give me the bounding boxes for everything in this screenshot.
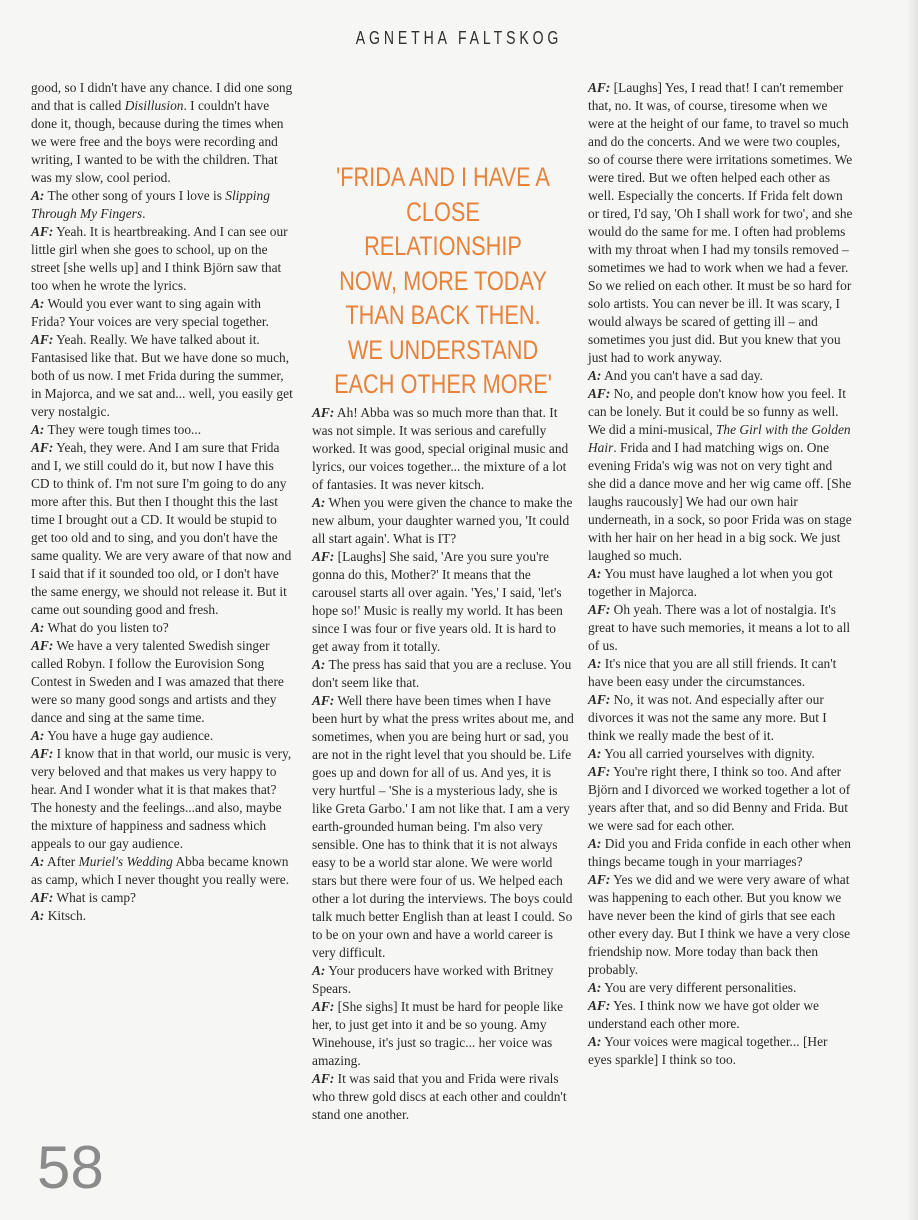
speaker-label: A: <box>31 908 45 923</box>
speaker-label: AF: <box>312 1071 335 1086</box>
paragraph-text: When you were given the chance to make the new album, your daughter warned you, 'It could all start again'. What is IT? <box>312 495 573 546</box>
speaker-label: A: <box>588 836 602 851</box>
speaker-label: A: <box>588 566 602 581</box>
pull-quote: 'FRIDA AND I HAVE A CLOSE RELATIONSHIP NOW, MORE TODAY THAN BACK THEN. WE UNDERSTAND EACH OTHER MORE' <box>334 162 552 399</box>
interview-paragraph <box>588 565 853 601</box>
paragraph-text: It was said that you and Frida were rivals who threw gold discs at each other and couldn't stand one another. <box>312 1071 567 1122</box>
paragraph-text: Your producers have worked with Britney Spears. <box>312 963 554 996</box>
speaker-label: AF: <box>588 80 611 95</box>
paragraph-text: What do you listen to? <box>44 620 169 635</box>
speaker-label: A: <box>588 368 602 383</box>
paragraph-text: . <box>142 206 146 221</box>
paragraph-text: Well there have been times when I have been hurt by what the press writes about me, and sometimes, when you are being hurt or sad, you are not in the right level that you should be. Life goes up and down for all of us. And yes, it is very hurtful – 'She is a mysterious lady, she is like Greta Garbo.' I am not like that. I am a very earth-grounded human being. I'm also very sensible. One has to think that it is not always easy to be a world star alone. We were world stars but there were four of us. We helped each other a lot during the interviews. The boys could talk much better English than at least I could. So to be on your own and have a world career is very difficult. <box>312 693 574 960</box>
interview-paragraph <box>312 404 574 494</box>
speaker-label: A: <box>31 854 45 869</box>
title-italic: Muriel's Wedding <box>78 854 173 869</box>
speaker-label: AF: <box>31 440 54 455</box>
speaker-label: A: <box>312 657 326 672</box>
interview-paragraph <box>312 494 574 548</box>
speaker-label: A: <box>31 188 45 203</box>
paragraph-text: After <box>44 854 79 869</box>
paragraph-text: [Laughs] She said, 'Are you sure you're gonna do this, Mother?' It means that the carousel starts all over again. 'Yes,' I said, 'let's hope so!' Music is really my world. It has been since I was four or five years old. It is hard to get away from it totally. <box>312 549 563 654</box>
speaker-label: AF: <box>588 872 611 887</box>
interview-paragraph <box>31 745 293 853</box>
paragraph-text: [She sighs] It must be hard for people like her, to just get into it and be so young. Amy Winehouse, it's just so tragic... her voice was amazing. <box>312 999 564 1068</box>
interview-paragraph <box>588 367 853 385</box>
paragraph-text: Yes we did and we were very aware of what was happening to each other. But you know we have never been the kind of girls that see each other every day. But I think we have a very close friendship now. More today than back then probably. <box>588 872 851 977</box>
speaker-label: AF: <box>312 549 335 564</box>
speaker-label: A: <box>31 422 45 437</box>
paragraph-text: You all carried yourselves with dignity. <box>601 746 815 761</box>
interview-paragraph <box>312 656 574 692</box>
paragraph-text: We have a very talented Swedish singer called Robyn. I follow the Eurovision Song Contest in Sweden and I was amazed that there were so many good songs and artists and they dance and sing at the same time. <box>31 638 284 725</box>
interview-paragraph <box>31 187 293 223</box>
interview-paragraph <box>588 979 853 997</box>
interview-paragraph <box>588 385 853 565</box>
speaker-label: AF: <box>31 638 54 653</box>
speaker-label: A: <box>588 980 602 995</box>
interview-paragraph <box>31 637 293 727</box>
title-italic: Disillusion <box>124 98 184 113</box>
paragraph-text: good, so I didn't have any chance. I did one song and that is called <box>31 80 293 113</box>
paragraph-text: No, it was not. And especially after our divorces it was not the same any more. But I think we really made the best of it. <box>588 692 827 743</box>
article-column-3 <box>588 79 853 1069</box>
interview-paragraph <box>312 548 574 656</box>
paragraph-text: No, and people don't know how you feel. It can be lonely. But it could be so funny as well. We did a mini-musical, <box>588 386 846 437</box>
paragraph-text: What is camp? <box>53 890 136 905</box>
interview-paragraph <box>588 691 853 745</box>
speaker-label: AF: <box>31 890 54 905</box>
speaker-label: AF: <box>312 693 335 708</box>
interview-paragraph <box>31 727 293 745</box>
speaker-label: A: <box>588 1034 602 1049</box>
paragraph-text: And you can't have a sad day. <box>601 368 763 383</box>
interview-paragraph <box>588 655 853 691</box>
interview-paragraph <box>312 998 574 1070</box>
paragraph-text: . Frida and I had matching wigs on. One evening Frida's wig was not on very tight and she did a dance move and her wig came off. [She laughs raucously] We had our own hair underneath, in a sock, so poor Frida was on stage with her hair on her head in a big sock. We just laughed so much. <box>588 440 852 563</box>
speaker-label: A: <box>31 620 45 635</box>
speaker-label: AF: <box>588 386 611 401</box>
interview-paragraph <box>31 619 293 637</box>
interview-paragraph <box>31 331 293 421</box>
paragraph-text: Kitsch. <box>44 908 87 923</box>
paragraph-text: . I couldn't have done it, though, because during the times when we were free and the boys were recording and writing, I wanted to be with the children. That was my slow, cool period. <box>31 98 284 185</box>
speaker-label: AF: <box>31 224 54 239</box>
paragraph-text: You have a huge gay audience. <box>44 728 214 743</box>
paragraph-text: Ah! Abba was so much more than that. It was not simple. It was serious and carefully worked. It was good, special original music and lyrics, our voices together... the mixture of a lot of fantasies. It was never kitsch. <box>312 405 569 492</box>
speaker-label: A: <box>31 728 45 743</box>
interview-paragraph <box>31 79 293 187</box>
speaker-label: AF: <box>588 764 611 779</box>
paragraph-text: The other song of yours I love is <box>44 188 226 203</box>
paragraph-text: You must have laughed a lot when you got together in Majorca. <box>588 566 833 599</box>
running-head: AGNETHA FALTSKOG <box>355 28 563 48</box>
paragraph-text: They were tough times too... <box>44 422 202 437</box>
interview-paragraph <box>31 295 293 331</box>
page-gutter-shadow <box>906 0 918 1220</box>
page-number: 58 <box>37 1134 104 1201</box>
speaker-label: A: <box>312 963 326 978</box>
speaker-label: A: <box>588 746 602 761</box>
interview-paragraph <box>31 421 293 439</box>
interview-paragraph <box>312 692 574 962</box>
interview-paragraph <box>31 889 293 907</box>
speaker-label: AF: <box>588 602 611 617</box>
paragraph-text: Would you ever want to sing again with Frida? Your voices are very special together. <box>31 296 269 329</box>
paragraph-text: The press has said that you are a recluse. You don't seem like that. <box>312 657 572 690</box>
title-italic: The Girl with the Golden Hair <box>588 422 851 455</box>
paragraph-text: Did you and Frida confide in each other when things became tough in your marriages? <box>588 836 851 869</box>
paragraph-text: Abba became known as camp, which I never thought you really were. <box>31 854 290 887</box>
speaker-label: AF: <box>312 999 335 1014</box>
paragraph-text: [Laughs] Yes, I read that! I can't remember that, no. It was, of course, tiresome when we were at the height of our fame, to travel so much and do the concerts. And we were two couples, so of course there were irritations sometimes. We were tired. But we often helped each other as well. Especially the concerts. If Frida felt down or tired, I'd say, 'Oh I shall work for two', and she would do the same for me. I often had problems with my throat when I had my tonsils removed – sometimes we had to work when we had a fever. So we relied on each other. It must be so hard for solo artists. You can never be ill. It was scary, I would always be scared of getting ill – and sometimes you just did. But you knew that you just had to work anyway. <box>588 80 853 365</box>
speaker-label: AF: <box>31 746 54 761</box>
title-italic: Slipping Through My Fingers <box>31 188 270 221</box>
speaker-label: AF: <box>312 405 335 420</box>
paragraph-text: Yeah, they were. And I am sure that Frida and I, we still could do it, but now I have this CD to think of. I'm not sure I'm going to do any more after this. But then I thought this the last time I brought out a CD. It would be stupid to get too old and to sing, and you don't have the same quality. We are very aware of that now and I said that if it sounded too old, or I don't have the same energy, we should not release it. But it came out sounding good and fresh. <box>31 440 292 617</box>
interview-paragraph <box>588 601 853 655</box>
speaker-label: AF: <box>31 332 54 347</box>
interview-paragraph <box>588 79 853 367</box>
paragraph-text: I know that in that world, our music is very, very beloved and that makes us very happy to hear. And I wonder what it is that makes that? The honesty and the feelings...and also, maybe the mixture of happiness and sadness which appeals to our gay audience. <box>31 746 292 851</box>
interview-paragraph <box>588 1033 853 1069</box>
interview-paragraph <box>588 835 853 871</box>
speaker-label: AF: <box>588 998 611 1013</box>
paragraph-text: Yes. I think now we have got older we understand each other more. <box>588 998 819 1031</box>
paragraph-text: It's nice that you are all still friends. It can't have been easy under the circumstances. <box>588 656 837 689</box>
paragraph-text: Yeah. Really. We have talked about it. Fantasised like that. But we have done so much, both of us now. I met Frida during the summer, in Majorca, and we sat and... well, you easily get very nostalgic. <box>31 332 293 419</box>
article-column-1 <box>31 79 293 925</box>
paragraph-text: You're right there, I think so too. And after Björn and I divorced we worked together a lot of years after that, and so did Benny and Frida. But we were sad for each other. <box>588 764 851 833</box>
paragraph-text: You are very different personalities. <box>601 980 797 995</box>
interview-paragraph <box>588 763 853 835</box>
interview-paragraph <box>31 853 293 889</box>
speaker-label: A: <box>588 656 602 671</box>
article-column-2 <box>312 404 574 1124</box>
speaker-label: A: <box>31 296 45 311</box>
paragraph-text: Oh yeah. There was a lot of nostalgia. It's great to have such memories, it means a lot to all of us. <box>588 602 851 653</box>
interview-paragraph <box>312 1070 574 1124</box>
interview-paragraph <box>312 962 574 998</box>
interview-paragraph <box>31 439 293 619</box>
interview-paragraph <box>588 997 853 1033</box>
interview-paragraph <box>588 745 853 763</box>
interview-paragraph <box>31 223 293 295</box>
interview-paragraph <box>588 871 853 979</box>
paragraph-text: Yeah. It is heartbreaking. And I can see our little girl when she goes to school, up on the street [she wells up] and I think Björn saw that too when he wrote the lyrics. <box>31 224 288 293</box>
interview-paragraph <box>31 907 293 925</box>
speaker-label: AF: <box>588 692 611 707</box>
speaker-label: A: <box>312 495 326 510</box>
paragraph-text: Your voices were magical together... [Her eyes sparkle] I think so too. <box>588 1034 828 1067</box>
